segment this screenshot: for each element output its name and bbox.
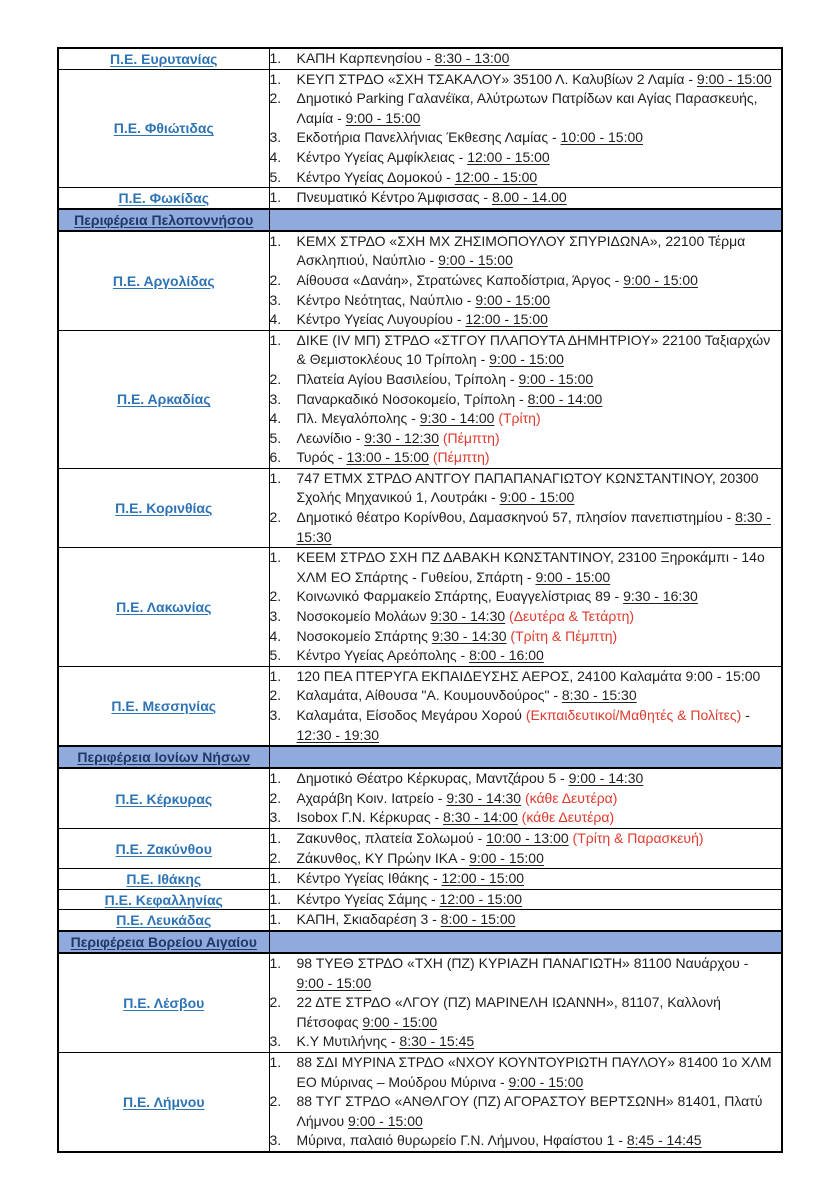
location-item [270, 1092, 782, 1131]
region-label: Π.Ε. Κορινθίας [115, 500, 213, 517]
schedule-note: (κάθε Δευτέρα) [517, 809, 615, 826]
location-text: Λεωνίδιο - [296, 429, 365, 446]
region-label-cell [58, 953, 269, 1052]
location-item [270, 128, 782, 148]
location-number: 1. [269, 829, 282, 846]
location-item [270, 271, 782, 291]
time-range: 9:00 - 15:00 [348, 1112, 423, 1129]
location-item [270, 89, 782, 128]
location-text: Νοσοκομείο Σπάρτης [296, 627, 432, 644]
time-range: 9:00 - 15:00 [508, 1073, 584, 1090]
location-text: Παναρκαδικό Νοσοκομείο, Τρίπολη - [296, 390, 528, 407]
location-text: Μύρινα, παλαιό θυρωρείο Γ.Ν. Λήμνου, Ηφαίστου 1 - [296, 1132, 627, 1149]
region-row [58, 330, 782, 468]
location-item [270, 706, 782, 745]
location-text: Αίθουσα «Δανάη», Στρατώνες Καποδίστρια, Άργος - [296, 271, 624, 288]
location-text: 98 ΤΥΕΘ ΣΤΡΔΟ «ΤΧΗ (ΠΖ) ΚΥΡΙΑΖΗ ΠΑΝΑΓΙΩΤΗ» 81100 Ναυάρχου - [296, 954, 749, 971]
location-item [270, 188, 782, 208]
time-range: 8:30 - 15:30 [561, 687, 637, 704]
time-range: 8:30 - 15:30 [296, 509, 771, 545]
location-number: 1. [269, 770, 282, 787]
location-text: Κέντρο Υγείας Λυγουρίου - [296, 311, 466, 328]
location-item [270, 1032, 782, 1052]
location-text: Κέντρο Υγείας Αμφίκλειας - [296, 148, 468, 165]
region-label: Π.Ε. Λέσβου [123, 994, 205, 1011]
location-number: 3. [269, 809, 282, 826]
location-text-line [297, 1092, 782, 1131]
location-text: Δημοτικό Parking Γαλανέϊκα, Αλύτρωτων Πατρίδων και Αγίας Παρασκευής, Λαμία - [296, 90, 758, 126]
location-text-line [297, 890, 782, 910]
schedule-note: (Πέμπτη) [439, 429, 500, 446]
region-row [58, 953, 782, 1052]
location-text-line [297, 89, 782, 128]
location-number: 5. [269, 647, 282, 664]
location-item [270, 148, 782, 168]
location-item [270, 686, 782, 706]
location-number: 1. [269, 1053, 282, 1070]
time-range: 9:30 - 12:30 [364, 429, 439, 446]
schedule-note: (Πέμπτη) [428, 449, 490, 466]
section-header-label-cell [58, 746, 269, 768]
region-row [58, 910, 782, 931]
location-item [270, 667, 782, 687]
region-label-cell [58, 231, 269, 330]
location-text: 88 ΣΔΙ ΜΥΡΙΝΑ ΣΤΡΔΟ «ΝΧΟΥ ΚΟΥΝΤΟΥΡΙΩΤΗ ΠΑΥΛΟΥ» 81400 1ο ΧΛΜ ΕΟ Μύρινας – Μούδρου Μύρινα - [296, 1053, 772, 1090]
location-number: 5. [269, 168, 282, 185]
time-range: 9:30 - 16:30 [623, 588, 698, 605]
schedule-note: (Τρίτη & Πέμπτη) [506, 627, 618, 644]
location-text: 88 ΤΥΓ ΣΤΡΔΟ «ΑΝΘΛΓΟΥ (ΠΖ) ΑΓΟΡΑΣΤΟΥ ΒΕΡΤΣΩΝΗ» 81401, Πλατύ Λήμνου [296, 1093, 763, 1129]
location-number: 1. [269, 469, 282, 486]
location-number: 1. [269, 50, 282, 66]
section-header-row [58, 746, 782, 768]
location-text-line [297, 188, 782, 208]
location-text-line [297, 769, 782, 789]
region-items-cell [269, 869, 782, 890]
time-range: 9:00 - 15:00 [499, 489, 575, 506]
schedule-note: (κάθε Δευτέρα) [521, 789, 618, 806]
location-text: Πλ. Μεγαλόπολης - [296, 410, 420, 427]
location-text: Αχαράβη Κοιν. Ιατρείο - [296, 789, 447, 806]
location-text: Δημοτικό θέατρο Κορίνθου, Δαμασκηνού 57, πλησίον πανεπιστημίου - [296, 509, 736, 526]
region-items-cell [269, 548, 782, 667]
location-text: Κοινωνικό Φαρμακείο Σπάρτης, Ευαγγελίστριας 89 - [296, 588, 624, 605]
location-text: Κέντρο Νεότητας, Ναύπλιο - [296, 291, 476, 308]
location-item [270, 1131, 782, 1151]
region-row [58, 548, 782, 667]
region-label-cell [58, 188, 269, 209]
location-number: 1. [269, 667, 282, 684]
location-text-line [297, 508, 782, 547]
location-item [270, 769, 782, 789]
location-item [270, 370, 782, 390]
region-label: Π.Ε. Ζακύνθου [115, 840, 212, 857]
location-number: 1. [269, 189, 282, 206]
location-number: 2. [269, 687, 282, 704]
time-range: 8:30 - 13:00 [434, 50, 510, 66]
location-text-line [297, 548, 782, 587]
location-number: 3. [269, 1132, 282, 1149]
location-text: Κέντρο Υγείας Σάμης - [296, 890, 440, 907]
location-text-line [297, 706, 782, 745]
location-number: 1. [269, 549, 282, 566]
region-label-cell [58, 1052, 269, 1151]
location-number: 2. [269, 509, 282, 526]
location-item [270, 1053, 782, 1092]
location-number: 4. [269, 148, 282, 165]
location-item [270, 331, 782, 370]
location-item [270, 607, 782, 627]
location-number: 2. [269, 90, 282, 107]
time-range: 9:00 - 15:00 [518, 370, 594, 387]
time-range: 10:00 - 15:00 [560, 129, 644, 146]
time-range: 9:00 - 15:00 [469, 849, 544, 866]
region-label-cell [58, 468, 269, 547]
region-items-cell [269, 1052, 782, 1151]
region-label-cell [58, 889, 269, 910]
location-number: 2. [269, 849, 282, 866]
region-label: Π.Ε. Λευκάδας [116, 912, 212, 929]
region-label-cell [58, 828, 269, 868]
region-items-cell [269, 828, 782, 868]
location-text-line [297, 232, 782, 271]
location-text-line [297, 993, 782, 1032]
location-number: 1. [269, 331, 282, 348]
region-label: Π.Ε. Λήμνου [122, 1093, 205, 1110]
location-item [270, 409, 782, 429]
location-item [270, 49, 782, 69]
region-row [58, 889, 782, 910]
region-label: Π.Ε. Μεσσηνίας [111, 698, 217, 714]
location-item [270, 508, 782, 547]
location-text: Τυρός - [296, 449, 347, 466]
region-row [58, 48, 782, 69]
time-range: 9:30 - 14:00 [419, 410, 495, 427]
time-range: 8:00 - 15:00 [440, 911, 516, 928]
region-label: Π.Ε. Λακωνίας [116, 599, 212, 616]
location-text-line [297, 49, 782, 69]
location-text-line [297, 1053, 782, 1092]
location-text: Κέντρο Υγείας Αρεόπολης - [296, 647, 470, 664]
location-text: Κέντρο Υγείας Ιθάκης - [296, 870, 442, 887]
region-items-cell [269, 231, 782, 330]
location-text-line [297, 331, 782, 370]
location-text-line [297, 667, 782, 687]
location-item [270, 993, 782, 1032]
region-items-cell [269, 768, 782, 828]
location-text: 747 ΕΤΜΧ ΣΤΡΔΟ ΑΝΤΓΟΥ ΠΑΠΑΠΑΝΑΓΙΩΤΟΥ ΚΩΝΣΤΑΝΤΙΝΟΥ, 20300 Σχολής Μηχανικού 1, Λουτράκι - [296, 469, 759, 506]
time-range: 12:30 - 19:30 [296, 726, 380, 743]
location-number: 2. [269, 370, 282, 387]
section-header-label: Περιφέρεια Ιονίων Νήσων [77, 749, 251, 766]
time-range: 9:00 - 15:00 [623, 271, 698, 288]
location-item [270, 448, 782, 468]
location-item [270, 469, 782, 508]
location-text-line [297, 686, 782, 706]
section-header-label: Περιφέρεια Πελοποννήσου [74, 211, 254, 228]
time-range: 10:00 - 13:00 [486, 829, 569, 846]
location-item [270, 910, 782, 930]
location-text-line [297, 808, 782, 828]
location-item [270, 429, 782, 449]
location-number: 1. [269, 890, 282, 907]
region-label: Π.Ε. Ευρυτανίας [110, 50, 218, 67]
location-number: 3. [269, 390, 282, 407]
location-number: 3. [269, 291, 282, 308]
location-text: Νοσοκομείο Μολάων [296, 608, 431, 625]
location-number: 5. [269, 429, 282, 446]
location-text: Καλαμάτα, Αίθουσα "Α. Κουμουνδούρος" - [296, 687, 562, 704]
location-number: 1. [269, 870, 282, 887]
location-text-line [297, 448, 782, 468]
time-range: 9:00 - 15:00 [345, 109, 421, 126]
location-number: 4. [269, 627, 282, 644]
location-text-line [297, 128, 782, 148]
region-table-body [58, 48, 782, 1152]
location-text: Εκδοτήρια Πανελλήνιας Έκθεσης Λαμίας - [296, 129, 561, 146]
location-item [270, 829, 782, 849]
location-text-line [297, 271, 782, 291]
location-text-line [297, 646, 782, 666]
location-number: 1. [269, 911, 282, 928]
region-row [58, 768, 782, 828]
time-range: 12:00 - 15:00 [467, 148, 550, 165]
location-text: Isobox Γ.Ν. Κέρκυρας - [296, 809, 444, 826]
location-text: ΚΕΥΠ ΣΤΡΔΟ «ΣΧΗ ΤΣΑΚΑΛΟΥ» 35100 Λ. Καλυβίων 2 Λαμία - [296, 70, 697, 87]
location-item [270, 849, 782, 869]
region-label-cell [58, 869, 269, 890]
location-number: 4. [269, 311, 282, 328]
location-text-line [297, 370, 782, 390]
time-range: 9:30 - 14:30 [431, 627, 507, 644]
location-number: 2. [269, 1093, 282, 1110]
location-text-line [297, 607, 782, 627]
region-schedule-table [57, 47, 783, 1153]
time-range: 9:30 - 14:30 [430, 608, 506, 625]
region-row [58, 666, 782, 746]
schedule-note: (Τρίτη & Παρασκευή) [568, 829, 704, 846]
region-items-cell [269, 889, 782, 910]
location-text: - [741, 707, 750, 723]
location-number: 2. [269, 271, 282, 288]
location-text-line [297, 291, 782, 311]
location-number: 3. [269, 608, 282, 625]
time-range: 8.00 - 14.00 [491, 189, 567, 206]
location-text-line [297, 390, 782, 410]
section-header-label: Περιφέρεια Βορείου Αιγαίου [70, 933, 257, 950]
location-text: ΔΙΚΕ (IV ΜΠ) ΣΤΡΔΟ «ΣΤΓΟΥ ΠΛΑΠΟΥΤΑ ΔΗΜΗΤΡΙΟΥ» 22100 Ταξιαρχών & Θεμιστοκλέους 10 Τρίπολη - [296, 331, 771, 368]
time-range: 9:00 - 15:00 [535, 568, 611, 585]
region-label: Π.Ε. Ιθάκης [126, 870, 202, 887]
region-items-cell [269, 48, 782, 69]
region-label-cell [58, 548, 269, 667]
location-text-line [297, 587, 782, 607]
region-items-cell [269, 188, 782, 209]
section-header-label-cell [58, 931, 269, 953]
time-range: 9:00 - 15:00 [438, 252, 513, 269]
time-range: 12:00 - 15:00 [465, 311, 548, 328]
region-label-cell [58, 910, 269, 931]
region-row [58, 468, 782, 547]
location-text-line [297, 148, 782, 168]
time-range: 8:00 - 16:00 [469, 647, 544, 664]
time-range: 12:00 - 15:00 [439, 890, 523, 907]
region-items-cell [269, 666, 782, 746]
location-item [270, 232, 782, 271]
location-number: 1. [269, 70, 282, 87]
location-item [270, 789, 782, 809]
region-label: Π.Ε. Φθιώτιδας [113, 120, 214, 137]
region-label: Π.Ε. Φωκίδας [118, 189, 209, 206]
location-text-line [297, 954, 782, 993]
region-label: Π.Ε. Κέρκυρας [115, 790, 213, 807]
location-number: 2. [269, 588, 282, 605]
location-text: Ζάκυνθος, ΚΥ Πρώην ΙΚΑ - [296, 849, 470, 866]
location-item [270, 291, 782, 311]
region-items-cell [269, 330, 782, 468]
time-range: 9:00 - 15:00 [696, 70, 772, 87]
location-text-line [297, 869, 782, 889]
location-item [270, 548, 782, 587]
time-range: 8:00 - 14:00 [527, 390, 603, 407]
location-text-line [297, 429, 782, 449]
time-range: 9:00 - 15:00 [362, 1013, 438, 1030]
location-text: Κ.Υ Μυτιλήνης - [296, 1033, 400, 1050]
location-text-line [297, 70, 782, 90]
location-text: 120 ΠΕΑ ΠΤΕΡΥΓΑ ΕΚΠΑΙΔΕΥΣΗΣ ΑΕΡΟΣ, 24100 Καλαμάτα 9:00 - 15:00 [296, 667, 761, 684]
location-number: 4. [269, 410, 282, 427]
region-label-cell [58, 330, 269, 468]
location-text: Ζακυνθος, πλατεία Σολωμού - [296, 829, 487, 846]
location-text-line [297, 829, 782, 849]
location-text: Καλαμάτα, Είσοδος Μεγάρου Χορού [296, 707, 526, 723]
location-item [270, 70, 782, 90]
time-range: 13:00 - 15:00 [346, 449, 429, 466]
location-item [270, 646, 782, 666]
location-text: ΚΕΕΜ ΣΤΡΔΟ ΣΧΗ ΠΖ ΔΑΒΑΚΗ ΚΩΝΣΤΑΝΤΙΝΟΥ, 23100 Ξηροκάμπι - 14ο ΧΛΜ ΕΟ Σπάρτης - Γυθείου, Σπάρτη - [296, 549, 765, 585]
region-row [58, 869, 782, 890]
location-text-line [297, 1131, 782, 1151]
region-row [58, 188, 782, 209]
location-item [270, 808, 782, 828]
region-items-cell [269, 910, 782, 931]
location-text: Πλατεία Αγίου Βασιλείου, Τρίπολη - [296, 370, 519, 387]
location-number: 2. [269, 789, 282, 806]
location-number: 3. [269, 1033, 282, 1050]
region-label-cell [58, 768, 269, 828]
region-items-cell [269, 69, 782, 188]
region-label: Π.Ε. Αργολίδας [112, 272, 215, 289]
region-label-cell [58, 666, 269, 746]
time-range: 8:30 - 14:00 [443, 809, 518, 826]
location-item [270, 168, 782, 188]
time-range: 9:00 - 15:00 [475, 291, 551, 308]
location-number: 6. [269, 449, 282, 466]
location-text: ΚΕΜΧ ΣΤΡΔΟ «ΣΧΗ ΜΧ ΖΗΣΙΜΟΠΟΥΛΟΥ ΣΠΥΡΙΔΩΝΑ», 22100 Τέρμα Ασκληπιού, Ναύπλιο - [296, 232, 746, 269]
time-range: 9:00 - 15:00 [296, 974, 372, 991]
location-number: 1. [269, 954, 282, 971]
location-item [270, 627, 782, 647]
location-text: ΚΑΠΗ, Σκιαδαρέση 3 - [296, 911, 441, 928]
location-item [270, 310, 782, 330]
section-header-empty-cell [269, 746, 782, 768]
location-text: ΚΑΠΗ Καρπενησίου - [296, 50, 435, 66]
location-text: Κέντρο Υγείας Δομοκού - [296, 168, 455, 185]
section-header-empty-cell [269, 931, 782, 953]
time-range: 8:30 - 15:45 [399, 1033, 475, 1050]
location-text-line [297, 409, 782, 429]
region-row [58, 1052, 782, 1151]
region-items-cell [269, 468, 782, 547]
location-number: 3. [269, 129, 282, 146]
location-item [270, 890, 782, 910]
section-header-label-cell [58, 209, 269, 231]
location-text-line [297, 168, 782, 188]
location-item [270, 954, 782, 993]
section-header-row [58, 209, 782, 231]
location-item [270, 869, 782, 889]
location-text-line [297, 627, 782, 647]
region-label-cell [58, 69, 269, 188]
section-header-row [58, 931, 782, 953]
location-text: Δημοτικό Θέατρο Κέρκυρας, Μαντζάρου 5 - [296, 770, 569, 787]
region-row [58, 69, 782, 188]
location-text-line [297, 849, 782, 869]
time-range: 12:00 - 15:00 [454, 168, 538, 185]
region-row [58, 828, 782, 868]
location-text-line [297, 910, 782, 930]
time-range: 8:45 - 14:45 [626, 1132, 702, 1149]
location-text-line [297, 789, 782, 809]
location-number: 1. [269, 232, 282, 249]
schedule-note: (Δευτέρα & Τετάρτη) [505, 608, 635, 625]
schedule-note: (Τρίτη) [494, 410, 541, 427]
time-range: 9:30 - 14:30 [446, 789, 522, 806]
vaccination-points-table-wrap [57, 47, 783, 1153]
region-label: Π.Ε. Αρκαδίας [116, 391, 211, 408]
location-text-line [297, 469, 782, 508]
region-items-cell [269, 953, 782, 1052]
location-text-line [297, 310, 782, 330]
location-item [270, 390, 782, 410]
location-text-line [297, 1032, 782, 1052]
region-label: Π.Ε. Κεφαλληνίας [104, 891, 223, 908]
location-number: 3. [269, 707, 282, 723]
location-item [270, 587, 782, 607]
region-label-cell [58, 48, 269, 69]
time-range: 9:00 - 15:00 [489, 351, 564, 368]
location-number: 2. [269, 994, 282, 1011]
time-range: 9:00 - 14:30 [568, 770, 644, 787]
time-range: 12:00 - 15:00 [441, 870, 525, 887]
schedule-note: (Εκπαιδευτικοί/Μαθητές & Πολίτες) [525, 707, 742, 723]
location-text: Πνευματικό Κέντρο Άμφισσας - [296, 189, 492, 206]
location-text: 22 ΔΤΕ ΣΤΡΔΟ «ΛΓΟΥ (ΠΖ) ΜΑΡΙΝΕΛΗ ΙΩΑΝΝΗ», 81107, Καλλονή Πέτσοφας [296, 994, 721, 1030]
section-header-empty-cell [269, 209, 782, 231]
region-row [58, 231, 782, 330]
